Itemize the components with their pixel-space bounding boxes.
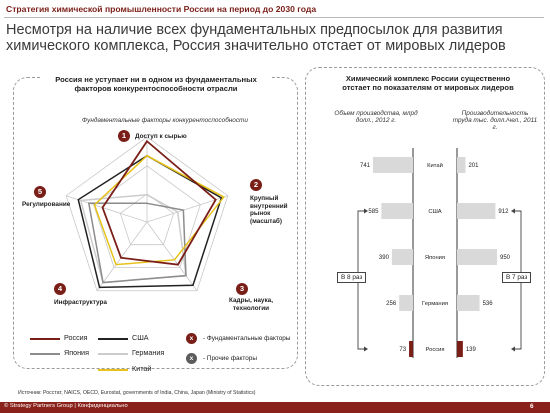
production-volume-header: Объем производства, млрд долл., 2012 г. (334, 110, 418, 124)
legend-label-japan: Япония (64, 348, 89, 357)
factor-1-number: 1 (118, 130, 130, 142)
ratio-left-label: В 8 раз (337, 272, 366, 283)
ratio-right-label: В 7 раз (502, 272, 531, 283)
ratio-bracket-right-arrow-bottom (511, 347, 515, 352)
value-volume-Китай: 741 (359, 163, 370, 169)
fundamental-factor-label: - Фундаментальные факторы (203, 335, 291, 342)
value-productivity-Германия: 536 (482, 301, 493, 307)
factor-3-label: Кадры, наука, технологии (229, 297, 273, 312)
value-productivity-Россия: 139 (465, 347, 476, 353)
footer-bar (0, 402, 550, 413)
other-factor-label: - Прочие факторы (203, 355, 257, 362)
presentation-title: Стратегия химической промышленности России на период до 2030 года (6, 4, 317, 14)
value-productivity-США: 912 (498, 209, 509, 215)
labor-productivity-header: Производительность труда тыс. долл./чел., 2011 г. (452, 110, 538, 131)
value-productivity-Япония: 950 (500, 255, 511, 261)
category-label-Германия: Германия (422, 301, 448, 307)
bar-productivity-США (457, 203, 495, 219)
factor-1-label: Доступ к сырью (135, 133, 187, 140)
ratio-bracket-right-arrow-top (511, 209, 515, 214)
bar-volume-Россия (409, 341, 413, 357)
factor-4-number: 4 (54, 283, 66, 295)
category-label-Япония: Япония (424, 255, 446, 261)
ratio-bracket-left-arrow-top (364, 209, 368, 214)
factor-2-label: Крупный внутренний рынок (масштаб) (250, 195, 288, 225)
slide-headline: Несмотря на наличие всех фундаментальных предпосылок для развития химического комплекса, Россия значительно отстает от мировых лидеров (6, 22, 506, 54)
value-volume-США: 585 (368, 209, 379, 215)
bar-volume-Германия (399, 295, 413, 311)
bar-productivity-Китай (457, 157, 465, 173)
legend-label-usa: США (132, 333, 149, 342)
legend-label-germany: Германия (132, 348, 165, 357)
left-panel-title: Россия не уступает ни в одном из фундаментальных факторов конкурентоспособности отрасли (40, 74, 272, 94)
sources-note: Источник: Росстат, NAICS, OECD, Eurostat, governments of India, China, Japan (Ministry of Statistics) (18, 390, 256, 396)
bar-volume-США (381, 203, 413, 219)
ratio-bracket-left-arrow-bottom (364, 347, 368, 352)
factor-3-number: 3 (236, 283, 248, 295)
value-volume-Япония: 390 (378, 255, 389, 261)
factor-4-label: Инфраструктура (54, 299, 107, 306)
category-label-Китай: Китай (427, 163, 443, 169)
category-label-Россия: Россия (425, 347, 445, 353)
page-number: 6 (530, 403, 534, 410)
other-factor-mark: x (186, 353, 197, 364)
category-label-США: США (428, 209, 442, 215)
legend-label-russia: Россия (64, 333, 88, 342)
comparison-bars (358, 148, 521, 358)
factor-2-number: 2 (250, 179, 262, 191)
radar-subtitle: Фундаментальные факторы конкурентоспособности (82, 117, 248, 124)
value-productivity-Китай: 201 (468, 163, 479, 169)
factor-5-number: 5 (34, 186, 46, 198)
footer-copyright: © Strategy Partners Group | Конфиденциально (4, 403, 128, 409)
bar-productivity-Россия (457, 341, 463, 357)
bar-productivity-Япония (457, 249, 497, 265)
bar-volume-Китай (373, 157, 413, 173)
legend-label-china: Китай (132, 364, 152, 373)
fundamental-factor-mark: x (186, 333, 197, 344)
bar-productivity-Германия (457, 295, 480, 311)
factor-5-label: Регулирование (22, 201, 71, 208)
value-volume-Германия: 256 (386, 301, 397, 307)
bar-volume-Япония (392, 249, 413, 265)
value-volume-Россия: 73 (399, 347, 407, 353)
right-panel-title: Химический комплекс России существенно отстает по показателям от мировых лидеров (330, 73, 526, 93)
